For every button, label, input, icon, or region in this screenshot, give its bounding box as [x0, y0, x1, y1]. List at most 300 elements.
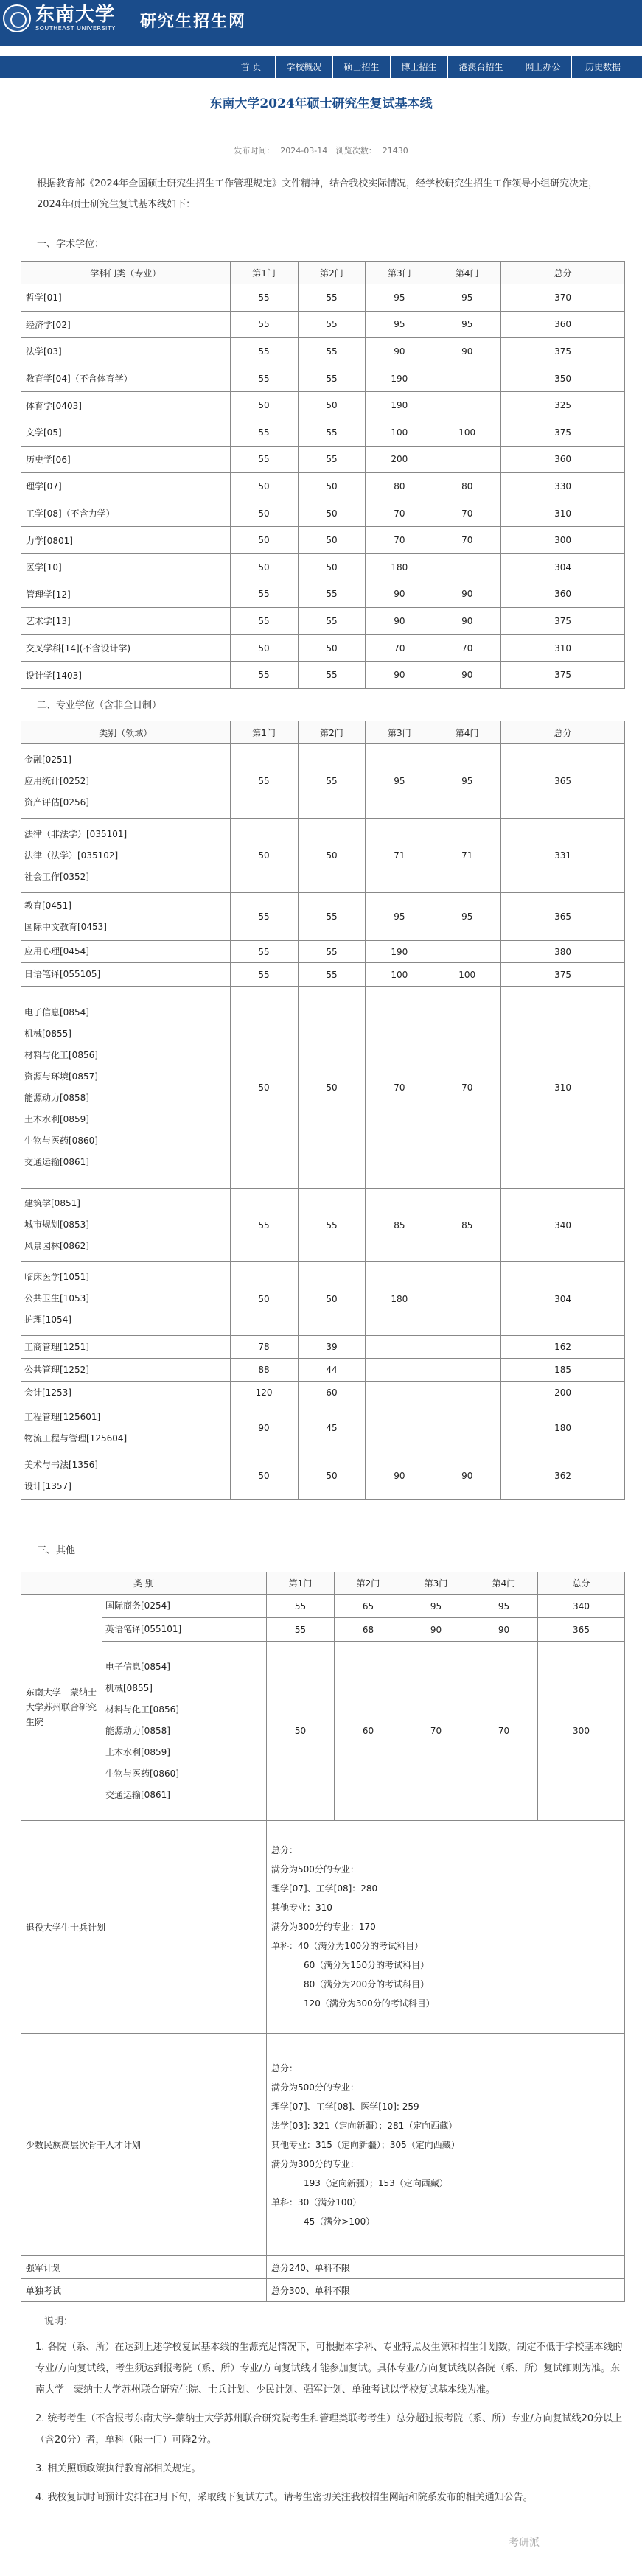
- table-cell: 90: [433, 338, 501, 365]
- category-name: 电子信息[0854]: [24, 1007, 89, 1018]
- notes-heading: 说明：: [44, 2316, 74, 2327]
- category-name: 国际中文教育[0453]: [24, 922, 107, 932]
- table-row: [21, 284, 625, 312]
- publish-date: 2024-03-14: [280, 146, 328, 155]
- table-cell: 50: [230, 392, 298, 419]
- table-cell: 95: [366, 284, 433, 312]
- category-name: 电子信息[0854]: [105, 1661, 170, 1672]
- detail-line: 法学[03]: 321（定向新疆）；281（定向西藏）: [271, 2120, 458, 2131]
- table-cell: 70: [366, 634, 433, 662]
- table-cell: 55: [230, 419, 298, 446]
- column-header: 类别（领域）: [21, 721, 231, 744]
- table-cell: 90: [366, 1452, 433, 1500]
- table-cell: 100: [433, 419, 501, 446]
- table-cell: 70: [366, 987, 433, 1189]
- table-cell: 工学[08]（不含力学）: [21, 500, 231, 527]
- category-name: 国际商务[0254]: [105, 1600, 170, 1611]
- table-cell: 180: [366, 1262, 433, 1336]
- column-header: 第2门: [298, 721, 366, 744]
- table-cell: [433, 1262, 501, 1336]
- category-name: 生物与医药[0860]: [105, 1768, 179, 1779]
- column-header: 第4门: [433, 721, 501, 744]
- table-cell: 50: [298, 1452, 366, 1500]
- table-row: [21, 1595, 625, 1618]
- category-name: 设计[1357]: [24, 1481, 71, 1491]
- category-name: 英语笔译[055101]: [105, 1624, 182, 1634]
- table-cell: 90: [366, 608, 433, 635]
- category-name: 日语笔译[055105]: [24, 969, 101, 979]
- table-cell: 350: [501, 365, 625, 392]
- detail-line: 满分为300分的专业：: [271, 2158, 359, 2169]
- category-name: 交通运输[0861]: [105, 1789, 170, 1800]
- detail-line: 120（满分为300分的考试科目）: [304, 1998, 435, 2009]
- table-row: [21, 744, 625, 819]
- category-cell: [102, 1642, 267, 1821]
- table-cell: 55: [298, 608, 366, 635]
- single-plan-value: 总分300、单科不限: [267, 2279, 625, 2302]
- category-name: 土木水利[0859]: [24, 1113, 89, 1124]
- nav-master-admission[interactable]: 硕士招生: [333, 56, 391, 78]
- table-cell: 380: [501, 941, 625, 963]
- table-cell: 历史学[06]: [21, 446, 231, 473]
- table-cell: 管理学[12]: [21, 581, 231, 608]
- table-cell: 100: [366, 963, 433, 987]
- table-cell: 70: [366, 500, 433, 527]
- category-name: 物流工程与管理[125604]: [24, 1433, 128, 1443]
- nav-history-data[interactable]: 历史数据: [585, 62, 621, 72]
- table-cell: 55: [298, 338, 366, 365]
- detail-line: 45（满分>100）: [304, 2216, 375, 2227]
- table-cell: 体育学[0403]: [21, 392, 231, 419]
- category-cell: [21, 963, 231, 987]
- table-cell: 50: [298, 1262, 366, 1336]
- column-header: 第1门: [230, 721, 298, 744]
- table-cell: 60: [298, 1382, 366, 1404]
- detail-line: 总分：: [271, 1845, 299, 1855]
- table-cell: 55: [298, 1189, 366, 1262]
- table-row: [21, 819, 625, 893]
- table-cell: 200: [501, 1382, 625, 1404]
- table-cell: 55: [298, 311, 366, 338]
- table-cell: 331: [501, 819, 625, 893]
- strong-plan-label: 强军计划: [21, 2256, 267, 2279]
- table-cell: [433, 1382, 501, 1404]
- minority-plan-label: 少数民族高层次骨干人才计划: [21, 2034, 267, 2256]
- table-cell: 71: [366, 819, 433, 893]
- table-cell: 340: [538, 1595, 625, 1618]
- table-row: [21, 553, 625, 581]
- table-cell: 95: [366, 744, 433, 819]
- table-cell: 70: [402, 1642, 470, 1821]
- category-cell: [21, 1452, 231, 1500]
- category-name: 教育[0451]: [24, 900, 71, 911]
- category-cell: [21, 987, 231, 1189]
- table-cell: 85: [433, 1189, 501, 1262]
- table-cell: 180: [501, 1404, 625, 1452]
- site-title: 研究生招生网: [140, 13, 247, 31]
- table-cell: 95: [366, 893, 433, 941]
- strong-plan-value: 总分240、单科不限: [267, 2256, 625, 2279]
- table-cell: [433, 553, 501, 581]
- table-cell: 法学[03]: [21, 338, 231, 365]
- category-name: 美术与书法[1356]: [24, 1460, 98, 1470]
- category-name: 城市规划[0853]: [24, 1219, 89, 1230]
- table-cell: 50: [230, 987, 298, 1189]
- table-cell: 44: [298, 1359, 366, 1382]
- category-cell: [21, 1359, 231, 1382]
- table-cell: 55: [230, 311, 298, 338]
- detail-line: 满分为500分的专业：: [271, 2082, 359, 2093]
- table-cell: 50: [298, 473, 366, 500]
- table-cell: 90: [230, 1404, 298, 1452]
- table-cell: 70: [366, 527, 433, 554]
- table-cell: 55: [230, 1189, 298, 1262]
- table-cell: 55: [230, 365, 298, 392]
- table-row: [21, 365, 625, 392]
- category-name: 公共管理[1252]: [24, 1364, 89, 1375]
- table-cell: 55: [230, 581, 298, 608]
- table-row: [21, 1821, 625, 2034]
- category-name: 材料与化工[0856]: [24, 1049, 98, 1060]
- table-cell: 95: [433, 744, 501, 819]
- watermark: 考研派: [509, 2537, 540, 2549]
- category-name: 金融[0251]: [24, 754, 71, 765]
- column-header: 第4门: [470, 1572, 538, 1595]
- table-cell: 310: [501, 634, 625, 662]
- table-cell: 55: [298, 419, 366, 446]
- retired-plan-detail: [267, 1821, 625, 2034]
- table-row: [21, 500, 625, 527]
- nav-home[interactable]: 首 页: [227, 56, 276, 78]
- table-row: [21, 608, 625, 635]
- table-cell: [433, 365, 501, 392]
- table-cell: 55: [298, 893, 366, 941]
- category-name: 交通运输[0861]: [24, 1156, 89, 1167]
- table-cell: 90: [433, 608, 501, 635]
- table-cell: 经济学[02]: [21, 311, 231, 338]
- main-nav: [0, 56, 642, 78]
- table-cell: 330: [501, 473, 625, 500]
- category-name: 机械[0855]: [24, 1028, 71, 1039]
- table-cell: 45: [298, 1404, 366, 1452]
- detail-line: 理学[07]、工学[08]：280: [271, 1883, 378, 1894]
- table-cell: 375: [501, 608, 625, 635]
- table-cell: 50: [230, 473, 298, 500]
- academic-degree-table: [21, 261, 625, 689]
- table-cell: 90: [433, 1452, 501, 1500]
- table-cell: 190: [366, 365, 433, 392]
- page-title: 东南大学2024年硕士研究生复试基本线: [209, 97, 433, 111]
- table-header-row: [21, 721, 625, 744]
- table-cell: [433, 446, 501, 473]
- table-cell: 78: [230, 1336, 298, 1359]
- other-table: [21, 1572, 625, 2302]
- column-header: 学科门类（专业）: [21, 262, 231, 284]
- column-header: 第1门: [267, 1572, 335, 1595]
- table-cell: 95: [366, 311, 433, 338]
- table-row: [21, 662, 625, 689]
- table-row: [21, 1262, 625, 1336]
- single-plan-label: 单独考试: [21, 2279, 267, 2302]
- table-cell: 教育学[04]（不含体育学）: [21, 365, 231, 392]
- category-name: 资源与环境[0857]: [24, 1071, 98, 1082]
- table-row: [21, 473, 625, 500]
- table-cell: [433, 941, 501, 963]
- table-row: [21, 1404, 625, 1452]
- table-row: [21, 941, 625, 963]
- detail-line: 其他专业：310: [271, 1903, 332, 1913]
- table-cell: 55: [267, 1618, 335, 1642]
- category-name: 能源动力[0858]: [105, 1725, 170, 1736]
- detail-line: 满分为300分的专业：170: [271, 1922, 376, 1932]
- category-name: 生物与医药[0860]: [24, 1135, 98, 1146]
- table-cell: 310: [501, 500, 625, 527]
- category-cell: [21, 744, 231, 819]
- category-cell: [102, 1595, 267, 1618]
- table-cell: [433, 1359, 501, 1382]
- table-cell: 365: [501, 893, 625, 941]
- table-row: [21, 1618, 625, 1642]
- category-cell: [21, 1336, 231, 1359]
- table-cell: 80: [433, 473, 501, 500]
- table-cell: 375: [501, 419, 625, 446]
- table-cell: 90: [366, 338, 433, 365]
- category-name: 机械[0855]: [105, 1682, 153, 1693]
- detail-line: 满分为500分的专业：: [271, 1864, 359, 1875]
- table-cell: 90: [402, 1618, 470, 1642]
- table-cell: 50: [298, 819, 366, 893]
- table-row: [21, 419, 625, 446]
- note-4: 4. 我校复试时间预计安排在3月下旬，采取线下复试方式。请考生密切关注我校招生网站和院系发布的相关通知公告。: [35, 2492, 533, 2503]
- table-cell: 55: [298, 284, 366, 312]
- category-name: 能源动力[0858]: [24, 1092, 89, 1103]
- section2-heading: 二、专业学位（含非全日制）: [37, 700, 162, 711]
- table-cell: 120: [230, 1382, 298, 1404]
- table-cell: 360: [501, 581, 625, 608]
- category-name: 护理[1054]: [24, 1315, 71, 1325]
- professional-degree-table: [21, 721, 625, 1500]
- category-name: 土木水利[0859]: [105, 1746, 170, 1757]
- table-cell: 55: [230, 284, 298, 312]
- table-cell: 70: [433, 500, 501, 527]
- category-name: 资产评估[0256]: [24, 797, 89, 808]
- table-cell: 50: [230, 1452, 298, 1500]
- table-cell: 55: [230, 963, 298, 987]
- table-cell: 88: [230, 1359, 298, 1382]
- date-label: 发布时间：: [234, 146, 275, 155]
- table-cell: 哲学[01]: [21, 284, 231, 312]
- table-cell: 360: [501, 311, 625, 338]
- column-header: 总分: [501, 262, 625, 284]
- category-cell: [21, 819, 231, 893]
- table-cell: 300: [501, 527, 625, 554]
- table-row: [21, 527, 625, 554]
- table-cell: 55: [230, 744, 298, 819]
- category-cell: [21, 1262, 231, 1336]
- detail-line: 193（定向新疆）；153（定向西藏）: [304, 2177, 448, 2188]
- table-cell: 理学[07]: [21, 473, 231, 500]
- category-name: 工程管理[125601]: [24, 1412, 101, 1422]
- category-cell: [21, 1382, 231, 1404]
- column-header: 第2门: [335, 1572, 402, 1595]
- section3-heading: 三、其他: [37, 1545, 76, 1556]
- table-cell: 55: [298, 963, 366, 987]
- table-cell: 300: [538, 1642, 625, 1821]
- table-cell: 180: [366, 553, 433, 581]
- table-cell: 60: [335, 1642, 402, 1821]
- table-row: [21, 987, 625, 1189]
- table-cell: 50: [298, 392, 366, 419]
- table-cell: 95: [433, 284, 501, 312]
- table-header-row: [21, 1572, 625, 1595]
- category-name: 风景园林[0862]: [24, 1241, 89, 1251]
- table-cell: 325: [501, 392, 625, 419]
- table-cell: 190: [366, 941, 433, 963]
- note-2: 2. 统考考生（不含报考东南大学-蒙纳士大学苏州联合研究院考生和管理类联考考生）总分超过报考院（系、所）专业/方向复试线20分以上（含20分）者，单科（限一门）可降2分。: [35, 2413, 623, 2446]
- table-cell: [366, 1382, 433, 1404]
- table-cell: 文学[05]: [21, 419, 231, 446]
- view-count: 21430: [382, 146, 408, 155]
- table-cell: 55: [298, 744, 366, 819]
- table-cell: 200: [366, 446, 433, 473]
- column-header: 第3门: [366, 262, 433, 284]
- column-header: 第3门: [402, 1572, 470, 1595]
- category-cell: [21, 1404, 231, 1452]
- nav-school-overview[interactable]: 学校概况: [276, 56, 333, 78]
- table-header-row: [21, 262, 625, 284]
- table-cell: 340: [501, 1189, 625, 1262]
- detail-line: 理学[07]、工学[08]、医学[10]: 259: [271, 2101, 419, 2112]
- table-cell: 68: [335, 1618, 402, 1642]
- table-cell: 设计学[1403]: [21, 662, 231, 689]
- table-cell: 55: [298, 365, 366, 392]
- table-row: [21, 338, 625, 365]
- table-cell: 55: [230, 941, 298, 963]
- table-cell: 50: [298, 500, 366, 527]
- nav-online-office[interactable]: 网上办公: [514, 56, 572, 78]
- table-row: [21, 1189, 625, 1262]
- views-label: 浏览次数：: [335, 146, 377, 155]
- category-name: 法律（非法学）[035101]: [24, 828, 128, 839]
- nav-hmt-admission[interactable]: 港澳台招生: [448, 56, 514, 78]
- category-name: 临床医学[1051]: [24, 1272, 89, 1282]
- table-cell: 85: [366, 1189, 433, 1262]
- table-cell: 50: [230, 819, 298, 893]
- column-header: 总分: [538, 1572, 625, 1595]
- table-cell: 55: [298, 581, 366, 608]
- category-name: 材料与化工[0856]: [105, 1704, 179, 1715]
- table-cell: 50: [230, 1262, 298, 1336]
- category-cell: [21, 1189, 231, 1262]
- table-row: [21, 963, 625, 987]
- table-row: [21, 446, 625, 473]
- table-cell: 70: [433, 634, 501, 662]
- table-row: [21, 2034, 625, 2256]
- category-name: 工商管理[1251]: [24, 1341, 89, 1352]
- table-cell: 55: [298, 446, 366, 473]
- table-cell: 362: [501, 1452, 625, 1500]
- table-cell: [433, 1336, 501, 1359]
- table-cell: 50: [230, 527, 298, 554]
- minority-plan-detail: [267, 2034, 625, 2256]
- table-cell: 365: [538, 1618, 625, 1642]
- intro-paragraph: 根据教育部《2024年全国硕士研究生招生工作管理规定》文件精神，结合我校实际情况，经学校研究生招生工作领导小组研究决定，2024年硕士研究生复试基本线如下：: [37, 178, 599, 210]
- table-cell: 90: [433, 581, 501, 608]
- table-cell: 55: [230, 608, 298, 635]
- table-cell: 95: [470, 1595, 538, 1618]
- article-meta: [0, 144, 642, 156]
- table-cell: 360: [501, 446, 625, 473]
- table-cell: 50: [298, 634, 366, 662]
- table-cell: 39: [298, 1336, 366, 1359]
- detail-line: 单科：30（满分100）: [271, 2197, 362, 2208]
- table-cell: 55: [230, 446, 298, 473]
- nav-phd-admission[interactable]: 博士招生: [391, 56, 448, 78]
- table-cell: 190: [366, 392, 433, 419]
- retired-plan-label: 退役大学生士兵计划: [21, 1821, 267, 2034]
- university-emblem-icon: [3, 4, 31, 32]
- table-row: [21, 2256, 625, 2279]
- table-cell: 65: [335, 1595, 402, 1618]
- table-cell: 70: [433, 527, 501, 554]
- table-cell: 90: [433, 662, 501, 689]
- table-cell: 55: [298, 662, 366, 689]
- table-cell: 71: [433, 819, 501, 893]
- table-cell: 50: [298, 553, 366, 581]
- table-cell: [366, 1404, 433, 1452]
- table-cell: 55: [230, 338, 298, 365]
- column-header: 总分: [501, 721, 625, 744]
- notes: [21, 2311, 625, 2508]
- table-cell: 力学[0801]: [21, 527, 231, 554]
- column-header: 第1门: [230, 262, 298, 284]
- university-logo[interactable]: [3, 4, 116, 32]
- table-cell: 370: [501, 284, 625, 312]
- table-cell: 55: [298, 941, 366, 963]
- table-cell: 55: [230, 662, 298, 689]
- table-cell: 375: [501, 662, 625, 689]
- table-cell: [366, 1336, 433, 1359]
- table-cell: 185: [501, 1359, 625, 1382]
- table-cell: 304: [501, 1262, 625, 1336]
- detail-line: 80（满分为200分的考试科目）: [304, 1979, 430, 1989]
- table-cell: 50: [230, 500, 298, 527]
- table-cell: [366, 1359, 433, 1382]
- table-cell: 55: [230, 893, 298, 941]
- table-cell: 70: [470, 1642, 538, 1821]
- table-cell: [433, 392, 501, 419]
- column-header: 第2门: [298, 262, 366, 284]
- category-cell: [21, 893, 231, 941]
- table-row: [21, 893, 625, 941]
- table-cell: 95: [433, 893, 501, 941]
- table-cell: 90: [470, 1618, 538, 1642]
- table-cell: 50: [230, 634, 298, 662]
- table-cell: 310: [501, 987, 625, 1189]
- table-row: [21, 2279, 625, 2302]
- detail-line: 单科：40（满分为100分的考试科目）: [271, 1941, 424, 1951]
- logo-name-cn: 东南大学: [35, 4, 116, 26]
- category-name: 法律（法学）[035102]: [24, 850, 119, 861]
- category-name: 会计[1253]: [24, 1387, 71, 1398]
- table-cell: 304: [501, 553, 625, 581]
- table-cell: 90: [366, 581, 433, 608]
- column-header: 类 别: [21, 1572, 267, 1595]
- table-row: [21, 311, 625, 338]
- table-cell: 55: [267, 1595, 335, 1618]
- table-cell: 70: [433, 987, 501, 1189]
- table-cell: 162: [501, 1336, 625, 1359]
